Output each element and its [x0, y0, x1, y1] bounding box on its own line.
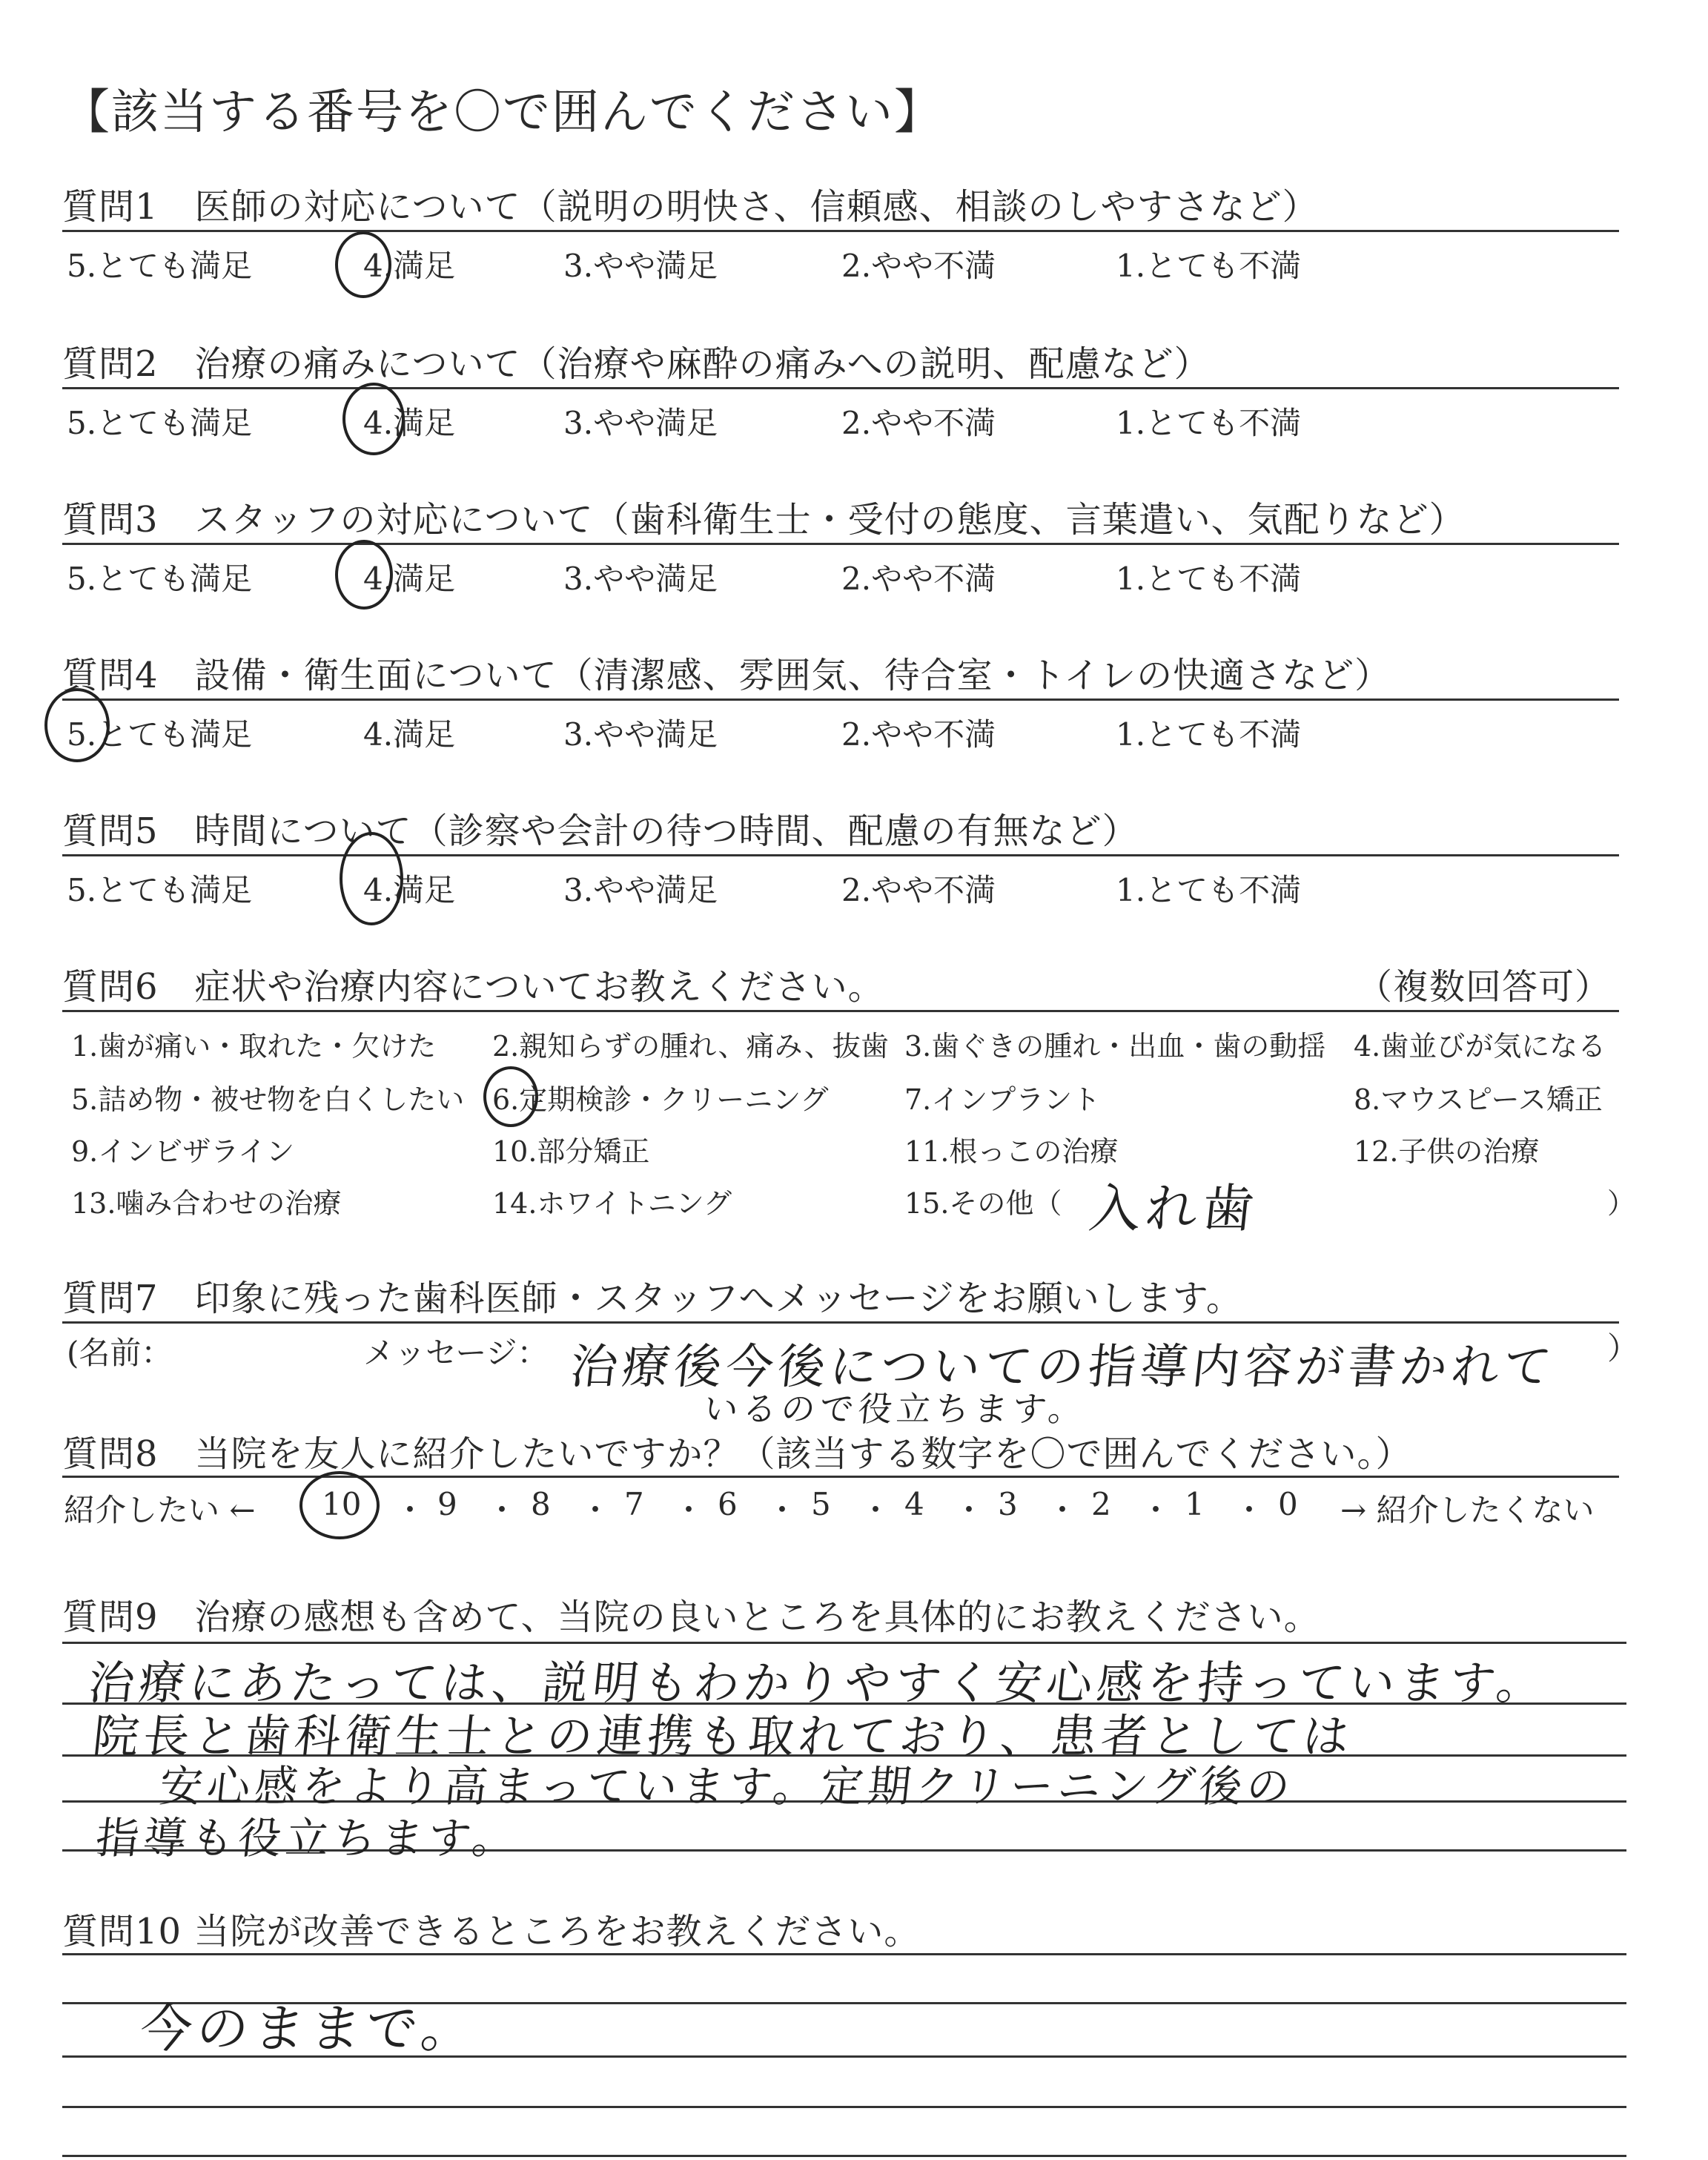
selection-circle: [335, 540, 393, 610]
divider: [62, 1476, 1619, 1478]
option-4[interactable]: 4.満足: [363, 248, 456, 284]
scale-dot: ・: [1047, 1492, 1079, 1528]
symptom-item[interactable]: 1.歯が痛い・取れた・欠けた: [71, 1030, 437, 1063]
question-4-label: 質問4 設備・衛生面について（清潔感、雰囲気、待合室・トイレの快適さなど）: [62, 655, 1391, 696]
option-1[interactable]: 1.とても不満: [1116, 716, 1302, 753]
symptom-item[interactable]: 6.定期検診・クリーニング: [492, 1083, 829, 1116]
scale-number[interactable]: 9: [437, 1486, 457, 1522]
divider: [62, 543, 1619, 545]
symptom-item[interactable]: 5.詰め物・被せ物を白くしたい: [71, 1083, 465, 1116]
option-4[interactable]: 4.満足: [363, 405, 456, 441]
option-1[interactable]: 1.とても不満: [1116, 872, 1302, 908]
symptom-item[interactable]: 2.親知らずの腫れ、痛み、抜歯: [492, 1030, 889, 1063]
option-2[interactable]: 2.やや不満: [841, 248, 996, 284]
scale-number[interactable]: 5: [811, 1486, 831, 1522]
divider: [62, 698, 1619, 701]
answer-handwritten: 今のままで。: [137, 1998, 481, 2059]
scale-dot: ・: [767, 1492, 798, 1528]
symptom-item[interactable]: 11.根っこの治療: [904, 1135, 1119, 1168]
option-3[interactable]: 3.やや満足: [563, 716, 718, 753]
selection-circle: [335, 231, 391, 298]
scale-number[interactable]: 7: [624, 1486, 644, 1522]
option-5[interactable]: 5.とても満足: [67, 248, 253, 284]
message-handwritten-line-1: 治療後今後についての指導内容が書かれて: [567, 1340, 1558, 1395]
option-1[interactable]: 1.とても不満: [1116, 405, 1302, 441]
scale-number[interactable]: 10: [322, 1486, 362, 1522]
question-2-label: 質問2 治療の痛みについて（治療や麻酔の痛みへの説明、配慮など）: [62, 343, 1211, 385]
question-3-label: 質問3 スタッフの対応について（歯科衛生士・受付の態度、言葉遣い、気配りなど）: [62, 499, 1466, 541]
symptom-item[interactable]: 3.歯ぐきの腫れ・出血・歯の動揺: [904, 1030, 1326, 1063]
name-label: (名前：: [67, 1335, 173, 1371]
scale-number[interactable]: 8: [531, 1486, 551, 1522]
question-8-label: 質問8 当院を友人に紹介したいですか？（該当する数字を〇で囲んでください。）: [62, 1433, 1412, 1475]
answer-line: [62, 2155, 1626, 2157]
scale-dot: ・: [953, 1492, 985, 1528]
scale-number[interactable]: 1: [1185, 1486, 1205, 1522]
page-title: 【該当する番号を〇で囲んでください】: [62, 85, 943, 140]
option-5[interactable]: 5.とても満足: [67, 716, 253, 753]
symptom-item[interactable]: 8.マウスピース矯正: [1354, 1083, 1603, 1116]
divider: [62, 387, 1619, 389]
scale-right-label: → 紹介したくない: [1340, 1492, 1595, 1528]
question-6-label: 質問6 症状や治療内容についてお教えください。: [62, 966, 884, 1008]
question-1-label: 質問1 医師の対応について（説明の明快さ、信頼感、相談のしやすさなど）: [62, 186, 1319, 228]
symptom-item[interactable]: 4.歯並びが気になる: [1354, 1030, 1606, 1063]
answer-line: [62, 2106, 1626, 2108]
option-4[interactable]: 4.満足: [363, 872, 456, 908]
symptom-item[interactable]: 9.インビザライン: [71, 1135, 295, 1168]
selection-circle: [44, 688, 110, 762]
selection-circle: [483, 1066, 538, 1127]
message-label: メッセージ：: [363, 1335, 549, 1371]
option-1[interactable]: 1.とても不満: [1116, 561, 1302, 597]
divider: [62, 1010, 1619, 1012]
message-close-paren: ）: [1607, 1330, 1639, 1367]
symptom-item-other-close: ）: [1607, 1187, 1636, 1220]
option-2[interactable]: 2.やや不満: [841, 716, 996, 753]
answer-line: [62, 1642, 1626, 1644]
symptom-item[interactable]: 10.部分矯正: [492, 1135, 650, 1168]
answer-handwritten-line-3: 安心感をより高まっています。定期クリーニング後の: [156, 1761, 1297, 1811]
option-2[interactable]: 2.やや不満: [841, 872, 996, 908]
scale-dot: ・: [486, 1492, 518, 1528]
selection-circle: [340, 832, 403, 925]
option-2[interactable]: 2.やや不満: [841, 405, 996, 441]
option-3[interactable]: 3.やや満足: [563, 561, 718, 597]
symptom-item[interactable]: 12.子供の治療: [1354, 1135, 1540, 1168]
question-10-label: 質問10 当院が改善できるところをお教えください。: [62, 1911, 921, 1952]
option-1[interactable]: 1.とても不満: [1116, 248, 1302, 284]
scale-dot: ・: [860, 1492, 892, 1528]
question-6-note: （複数回答可）: [1357, 966, 1612, 1008]
selection-circle: [299, 1471, 380, 1539]
symptom-item[interactable]: 7.インプラント: [904, 1083, 1101, 1116]
divider: [62, 1321, 1619, 1324]
scale-left-label: 紹介したい ←: [64, 1492, 256, 1528]
answer-handwritten-line-4: 指導も役立ちます。: [93, 1813, 523, 1863]
option-4[interactable]: 4.満足: [363, 561, 456, 597]
answer-handwritten-line-2: 院長と歯科衛生士との連携も取れており、患者としては: [90, 1709, 1357, 1763]
question-7-label: 質問7 印象に残った歯科医師・スタッフへメッセージをお願いします。: [62, 1278, 1242, 1319]
scale-number[interactable]: 6: [718, 1486, 738, 1522]
option-3[interactable]: 3.やや満足: [563, 872, 718, 908]
scale-dot: ・: [673, 1492, 705, 1528]
scale-number[interactable]: 0: [1278, 1486, 1298, 1522]
other-handwritten-text: 入れ歯: [1086, 1178, 1262, 1239]
symptom-item[interactable]: 13.噛み合わせの治療: [71, 1187, 342, 1220]
message-handwritten-line-2: いるので役立ちます。: [701, 1389, 1089, 1429]
option-5[interactable]: 5.とても満足: [67, 561, 253, 597]
scale-number[interactable]: 2: [1091, 1486, 1111, 1522]
divider: [62, 854, 1619, 856]
symptom-item[interactable]: 14.ホワイトニング: [492, 1187, 732, 1220]
option-2[interactable]: 2.やや不満: [841, 561, 996, 597]
scale-dot: ・: [394, 1492, 426, 1528]
scale-dot: ・: [1234, 1492, 1265, 1528]
scale-number[interactable]: 4: [904, 1486, 924, 1522]
answer-handwritten-line-1: 治療にあたっては、説明もわかりやすく安心感を持っています。: [85, 1656, 1550, 1710]
option-5[interactable]: 5.とても満足: [67, 872, 253, 908]
scale-number[interactable]: 3: [998, 1486, 1018, 1522]
option-5[interactable]: 5.とても満足: [67, 405, 253, 441]
selection-circle: [342, 383, 405, 455]
scale-dot: ・: [580, 1492, 612, 1528]
divider: [62, 230, 1619, 232]
question-9-label: 質問9 治療の感想も含めて、当院の良いところを具体的にお教えください。: [62, 1596, 1320, 1638]
answer-line: [62, 1953, 1626, 1955]
option-3[interactable]: 3.やや満足: [563, 405, 718, 441]
symptom-item-other[interactable]: 15.その他（: [904, 1187, 1062, 1220]
option-3[interactable]: 3.やや満足: [563, 248, 718, 284]
scale-dot: ・: [1140, 1492, 1172, 1528]
question-5-label: 質問5 時間について（診察や会計の待つ時間、配慮の有無など）: [62, 810, 1139, 852]
option-4[interactable]: 4.満足: [363, 716, 456, 753]
